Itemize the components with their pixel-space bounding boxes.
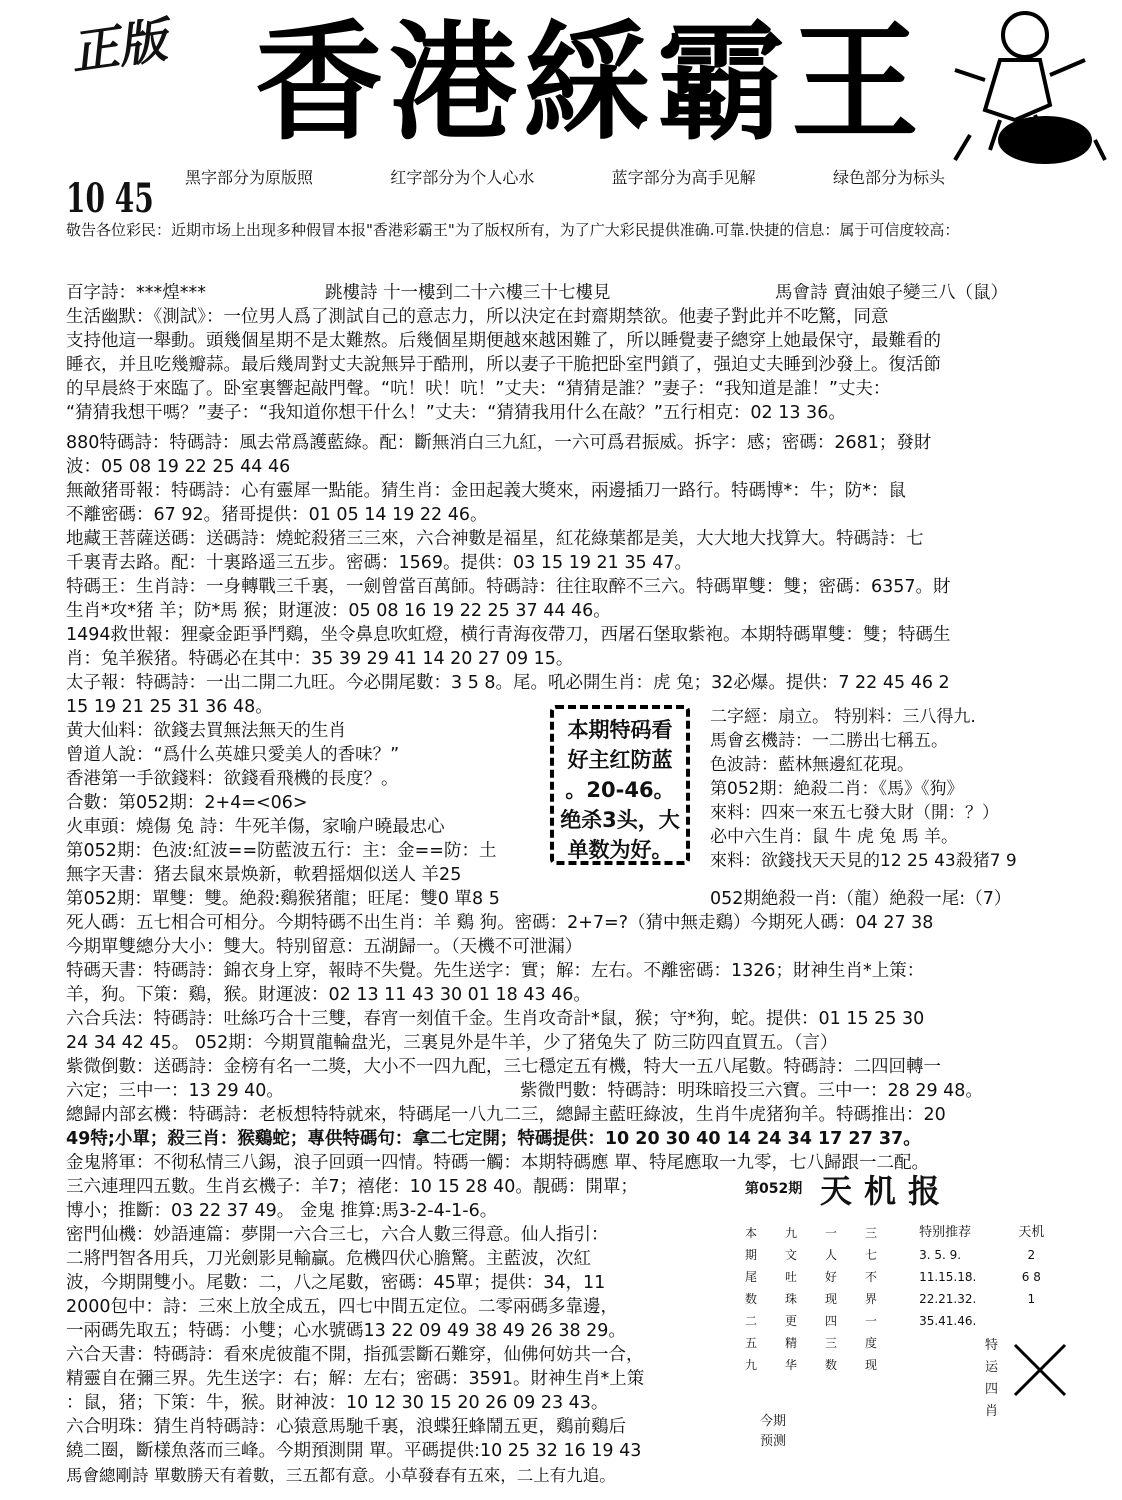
text-line: 合數：第052期：2+4=<06> — [66, 793, 308, 813]
text-line: 一兩碼先取五；特碼：小雙；心水號碼13 22 09 49 38 49 26 38 29。 — [66, 1321, 626, 1341]
verse-char: 一 — [825, 1226, 838, 1240]
verse-char: 更 — [785, 1314, 798, 1328]
sky-bottom-text: 特 — [985, 1338, 999, 1353]
text-line: 六定；三中一：13 29 40。 — [66, 1081, 284, 1101]
boxed-tip-line: 好主红防蓝 — [567, 748, 673, 772]
verse-char: 三 — [825, 1336, 838, 1350]
legend-blue: 蓝字部分为高手见解 — [611, 168, 756, 187]
text-line: 的早晨終于來臨了。卧室裏響起敲門聲。“吭！吠！吭！”丈夫：“猜猜是誰？”妻子：“我知道是誰！”丈夫： — [66, 379, 891, 399]
verse-col — [825, 1222, 837, 1376]
text-line: 二將門智各用兵，刀光劍影見輸贏。危機四伏心膽驚。主藍波，次紅 — [66, 1249, 591, 1269]
text-line: 火車頭：燒傷 兔 詩：牛死羊傷，家喻户曉最忠心 — [66, 817, 445, 837]
text-line: 跳樓詩 十一樓到二十六樓三十七樓見 — [325, 283, 611, 303]
text-line: 羊，狗。下策：鷄，猴。財運波：02 13 11 43 30 01 18 43 46。 — [66, 985, 591, 1005]
right-text-line: 來料：欲錢找天天見的12 25 43殺猪7 9 — [710, 851, 1017, 871]
text-line: 六合天書：特碼詩：看來虎彼龍不開，指孤雲斷石難穿，仙佛何妨共一合， — [66, 1345, 644, 1365]
verse-col — [785, 1222, 797, 1376]
text-line: 第052期：單雙：雙。絶殺:鷄猴猪龍；旺尾：雙0 單8 5 — [66, 889, 500, 909]
verse-col — [745, 1222, 757, 1376]
text-line: 不離密碼：67 92。猪哥提供：01 05 14 19 22 46。 — [66, 505, 488, 525]
text-line: 無字天書：猪去鼠來景焕新，軟碧摇烟似送人 羊25 — [66, 865, 462, 885]
text-line: 三六連理四五數。生肖玄機子：羊7；禧佬：10 15 28 40。靚碼：開單； — [66, 1177, 638, 1197]
verse-char: 数 — [825, 1358, 838, 1372]
verse-char: 四 — [825, 1314, 838, 1328]
tianji-label: 天机 — [1018, 1225, 1045, 1240]
text-line: 49特;小單；殺三肖：猴鷄蛇；專供特碼句：拿二七定開；特碼提供：10 20 30 40 14 24 34 17 27 37。 — [66, 1129, 921, 1149]
text-line: 1494救世報：狸豪金距爭鬥鷄，坐令鼻息吹虹燈，横行青海夜帶刀，西屠石堡取紫袍。本期特碼單雙：雙；特碼生 — [66, 625, 951, 645]
special-label: 特别推荐 — [919, 1225, 972, 1240]
color-legend — [185, 165, 945, 188]
text-line: 紫微倒數：送碼詩：金榜有名一二獎，大小不一四九配，三七穩定五有機，特大一五八尾數。特碼詩：二四回轉一 — [66, 1057, 941, 1077]
right-text-line: 第052期：絶殺二肖：《馬》《狗》 — [710, 779, 964, 799]
text-line: 百字詩：***煌*** — [66, 283, 206, 303]
verse-char: 文 — [785, 1248, 798, 1262]
sky-bottom-text: 运 — [985, 1360, 999, 1375]
text-line: 地藏王菩薩送碼：送碼詩：燒蛇殺猪三三來，六合神數是福星，紅花綠葉都是美，大大地大找算大。特碼詩：七 — [66, 529, 924, 549]
text-line: 24 34 42 45。 052期：今期買龍輪盘光，三裏見外是牛羊，少了猪兔失了 防三防四直買五。（言） — [66, 1033, 838, 1053]
sky-report-columns — [745, 1222, 1044, 1376]
text-line: 六合明珠：猜生肖特碼詩：心猿意馬馳千裏，浪蝶狂蜂鬧五更，鷄前鷄后 — [66, 1417, 626, 1437]
legend-red: 红字部分为个人心水 — [390, 168, 535, 187]
verse-char: 吐 — [785, 1270, 798, 1284]
right-text-line: 色波詩：藍林無邊紅花現。 — [710, 755, 914, 775]
boxed-tip-line: 单数为好。 — [567, 838, 673, 862]
text-line: 052期絶殺一肖:（龍）絶殺一尾:（7） — [710, 889, 1012, 909]
text-line: 特碼天書：特碼詩：錦衣身上穿，報時不失覺。先生送字：實；解：左右。不離密碼：1326；財神生肖*上策： — [66, 961, 925, 981]
text-line: 第052期：色波:紅波==防藍波五行：主：金==防：土 — [66, 841, 497, 861]
text-line: 太子報：特碼詩：一出二開二九旺。今必開尾數：3 5 8。尾。吼必開生肖：虎 兔；32必爆。提供：7 22 45 46 2 — [66, 673, 950, 693]
text-line: 馬會總剛詩 單數勝天有着數，三五都有意。小草發春有五來，二上有九追。 — [66, 1466, 616, 1485]
verse-char: 精 — [785, 1336, 798, 1350]
right-text-line: 必中六生肖：鼠 牛 虎 兔 馬 羊。 — [710, 827, 959, 847]
verse-char: 期 — [745, 1248, 758, 1262]
notice-text: 敬告各位彩民：近期市场上出现多种假冒本报"香港彩霸王"为了版权所有，为了广大彩民提供准确.可靠.快捷的信息：属于可信度较高： — [66, 221, 960, 239]
sky-bottom-right — [985, 1335, 998, 1423]
legend-black: 黑字部分为原版照 — [185, 168, 314, 187]
text-line: 香港第一手欲錢料：欲錢看飛機的長度？。 — [66, 769, 399, 789]
issue-number: 10 45 — [66, 175, 154, 222]
sky-bottom-left — [760, 1412, 786, 1452]
verse-char: 二 — [745, 1314, 758, 1328]
text-line: 15 19 21 25 31 36 48。 — [66, 697, 273, 717]
text-line: ：鼠，猪；下策：牛，猴。財神波：10 12 30 15 20 26 09 23 43。 — [66, 1393, 609, 1413]
text-line: 支持他這一舉動。頭幾個星期不是太難熬。后幾個星期便越來越困難了，所以睡覺妻子總穿上她最保守，最難看的 — [66, 331, 941, 351]
text-line: 生活幽默：《測試》：一位男人爲了測試自己的意志力，所以決定在封齋期禁欲。他妻子對此并不吃驚，同意 — [66, 307, 889, 327]
verse-char: 好 — [825, 1270, 838, 1284]
text-line: 波，今期開雙小。尾數：二，八之尾數，密碼：45單；提供：34，11 — [66, 1273, 606, 1293]
right-text-line: 來料：四來一來五七發大財（開：？） — [710, 803, 999, 823]
verse-char: 华 — [785, 1358, 798, 1372]
text-line: 生肖*攻*猪 羊；防*馬 猴；財運波：05 08 16 19 22 25 37 44 46。 — [66, 601, 611, 621]
tianji-row: 1 — [1027, 1292, 1036, 1306]
text-line: 黄大仙料：欲錢去買無法無天的生肖 — [66, 721, 346, 741]
right-text-line: 二字經：扇立。 特别料：三八得九. — [710, 707, 976, 727]
text-line: 繞二圈，斷樣魚落而三峰。今期預測開 單。平碼提供:10 25 32 16 19 43 — [66, 1441, 642, 1461]
verse-char: 不 — [865, 1270, 878, 1284]
mascot-illustration — [930, 0, 1110, 170]
text-line: 曾道人說：“爲什么英雄只愛美人的香味？” — [66, 745, 400, 765]
text-line: 六合兵法：特碼詩：吐絲巧合十三雙，春宵一刻值千金。生肖攻奇計*鼠，猴；守*狗，蛇。提供：01 15 25 30 — [66, 1009, 925, 1029]
text-line: 特碼王：生肖詩：一身轉戰三千裏，一劍曾當百萬師。特碼詩：往往取醉不三六。特碼單雙：雙；密碼：6357。財 — [66, 577, 951, 597]
special-row: 35.41.46. — [919, 1314, 977, 1328]
special-row: 11.15.18. — [919, 1270, 977, 1284]
boxed-tip-line: 绝杀3头，大 — [560, 808, 680, 832]
text-line: 無敵猪哥報：特碼詩：心有靈犀一點能。猜生肖：金田起義大獎來，兩邊插刀一路行。特碼博*：牛；防*：鼠 — [66, 481, 906, 501]
boxed-tip-line: 。20-46。 — [565, 778, 675, 802]
text-line: 2000包中：詩：三來上放全成五，四七中間五定位。二零兩碼多靠邊， — [66, 1297, 619, 1317]
verse-col — [865, 1222, 877, 1376]
text-line: 波：05 08 19 22 25 44 46 — [66, 457, 291, 477]
verse-char: 九 — [745, 1358, 758, 1372]
verse-char: 界 — [865, 1292, 878, 1306]
right-text-line: 馬會玄機詩：一二勝出七稱五。 — [710, 731, 948, 751]
text-line: 博小；推斷：03 22 37 49。 金鬼 推算:馬3-2-4-1-6。 — [66, 1201, 498, 1221]
text-line: 880特碼詩：特碼詩：風去常爲護藍綠。配：斷無消白三九紅，一六可爲君振威。拆字：感；密碼：2681；發財 — [66, 433, 932, 453]
sky-report-title: 天机报 — [820, 1172, 953, 1210]
text-line: 紫微門數：特碼詩：明珠暗投三六寶。三中一：28 29 48。 — [520, 1081, 983, 1101]
text-line: 密門仙機：妙語連篇：夢開一六合三七，六合人數三得意。仙人指引： — [66, 1225, 609, 1245]
text-line: 精靈自在彌三界。先生送字：右；解：左右；密碼：3591。財神生肖*上策 — [66, 1369, 645, 1389]
special-row: 22.21.32. — [919, 1292, 977, 1306]
verse-char: 一 — [865, 1314, 878, 1328]
verse-char: 现 — [865, 1358, 878, 1372]
text-line: 總歸内部玄機：特碼詩：老板想特特就來，特碼尾一八九二三，總歸主藍旺綠波，生肖牛虎猪狗羊。特碼推出：20 — [66, 1105, 946, 1125]
verse-char: 数 — [745, 1292, 758, 1306]
text-line: 金鬼將軍：不彻私情三八錫，浪子回頭一四情。特碼一觸：本期特碼應 單、特尾應取一九零，七八歸跟一二配。 — [66, 1153, 930, 1173]
sky-bottom-text: 肖 — [985, 1404, 999, 1419]
tianji-row: 2 — [1027, 1248, 1036, 1262]
text-line: 馬會詩 賣油娘子變三八（鼠） — [775, 283, 1009, 303]
verse-char: 九 — [785, 1226, 798, 1240]
verse-char: 度 — [865, 1336, 878, 1350]
text-line: 死人碼：五七相合可相分。今期特碼不出生肖：羊 鷄 狗。密碼：2+7=?（猜中無走鷄）今期死人碼：04 27 38 — [66, 913, 934, 933]
page-title: 香港綵霸王 — [254, 8, 925, 158]
verse-char: 现 — [825, 1292, 838, 1306]
legend-green: 绿色部分为标头 — [832, 168, 945, 187]
verse-char: 尾 — [745, 1270, 758, 1284]
text-line: 肖：兔羊猴猪。特碼必在其中：35 39 29 41 14 20 27 09 15。 — [66, 649, 574, 669]
text-line: 今期單雙總分大小：雙大。特别留意：五湖歸一。（天機不可泄漏） — [66, 937, 583, 957]
special-row: 3. 5. 9. — [919, 1248, 962, 1262]
verse-char: 五 — [745, 1336, 758, 1350]
tianji-row: 6 8 — [1021, 1270, 1041, 1284]
boxed-tip-line: 本期特码看 — [567, 718, 673, 742]
text-line: “猜猜我想干嗎？”妻子：“我知道你想干什么！”丈夫：“猜猜我用什么在敲？”五行相克：02 13 36。 — [66, 403, 846, 423]
sky-bottom-text: 预测 — [760, 1434, 787, 1449]
cross-mark-icon — [1010, 1340, 1070, 1400]
verse-char: 本 — [745, 1226, 758, 1240]
boxed-tip — [550, 705, 690, 865]
verse-char: 人 — [825, 1248, 838, 1262]
verse-char: 三 — [865, 1226, 878, 1240]
text-line: 睡衣，并且吃幾瓣蒜。最后幾周對丈夫說無异于酷刑，所以妻子干脆把卧室門鎖了，强迫丈夫睡到沙發上。復活節 — [66, 355, 941, 375]
sky-bottom-text: 四 — [985, 1382, 999, 1397]
verse-char: 珠 — [785, 1292, 798, 1306]
text-line: 千裏青去路。配：十裏路遥三五步。密碼：1569。提供：03 15 19 21 35 47。 — [66, 553, 692, 573]
verse-char: 七 — [865, 1248, 878, 1262]
sky-bottom-text: 今期 — [760, 1414, 787, 1429]
sky-report-issue: 第052期 — [745, 1181, 803, 1197]
special-col — [919, 1222, 976, 1376]
brand-logo: 正版 — [67, 12, 171, 82]
